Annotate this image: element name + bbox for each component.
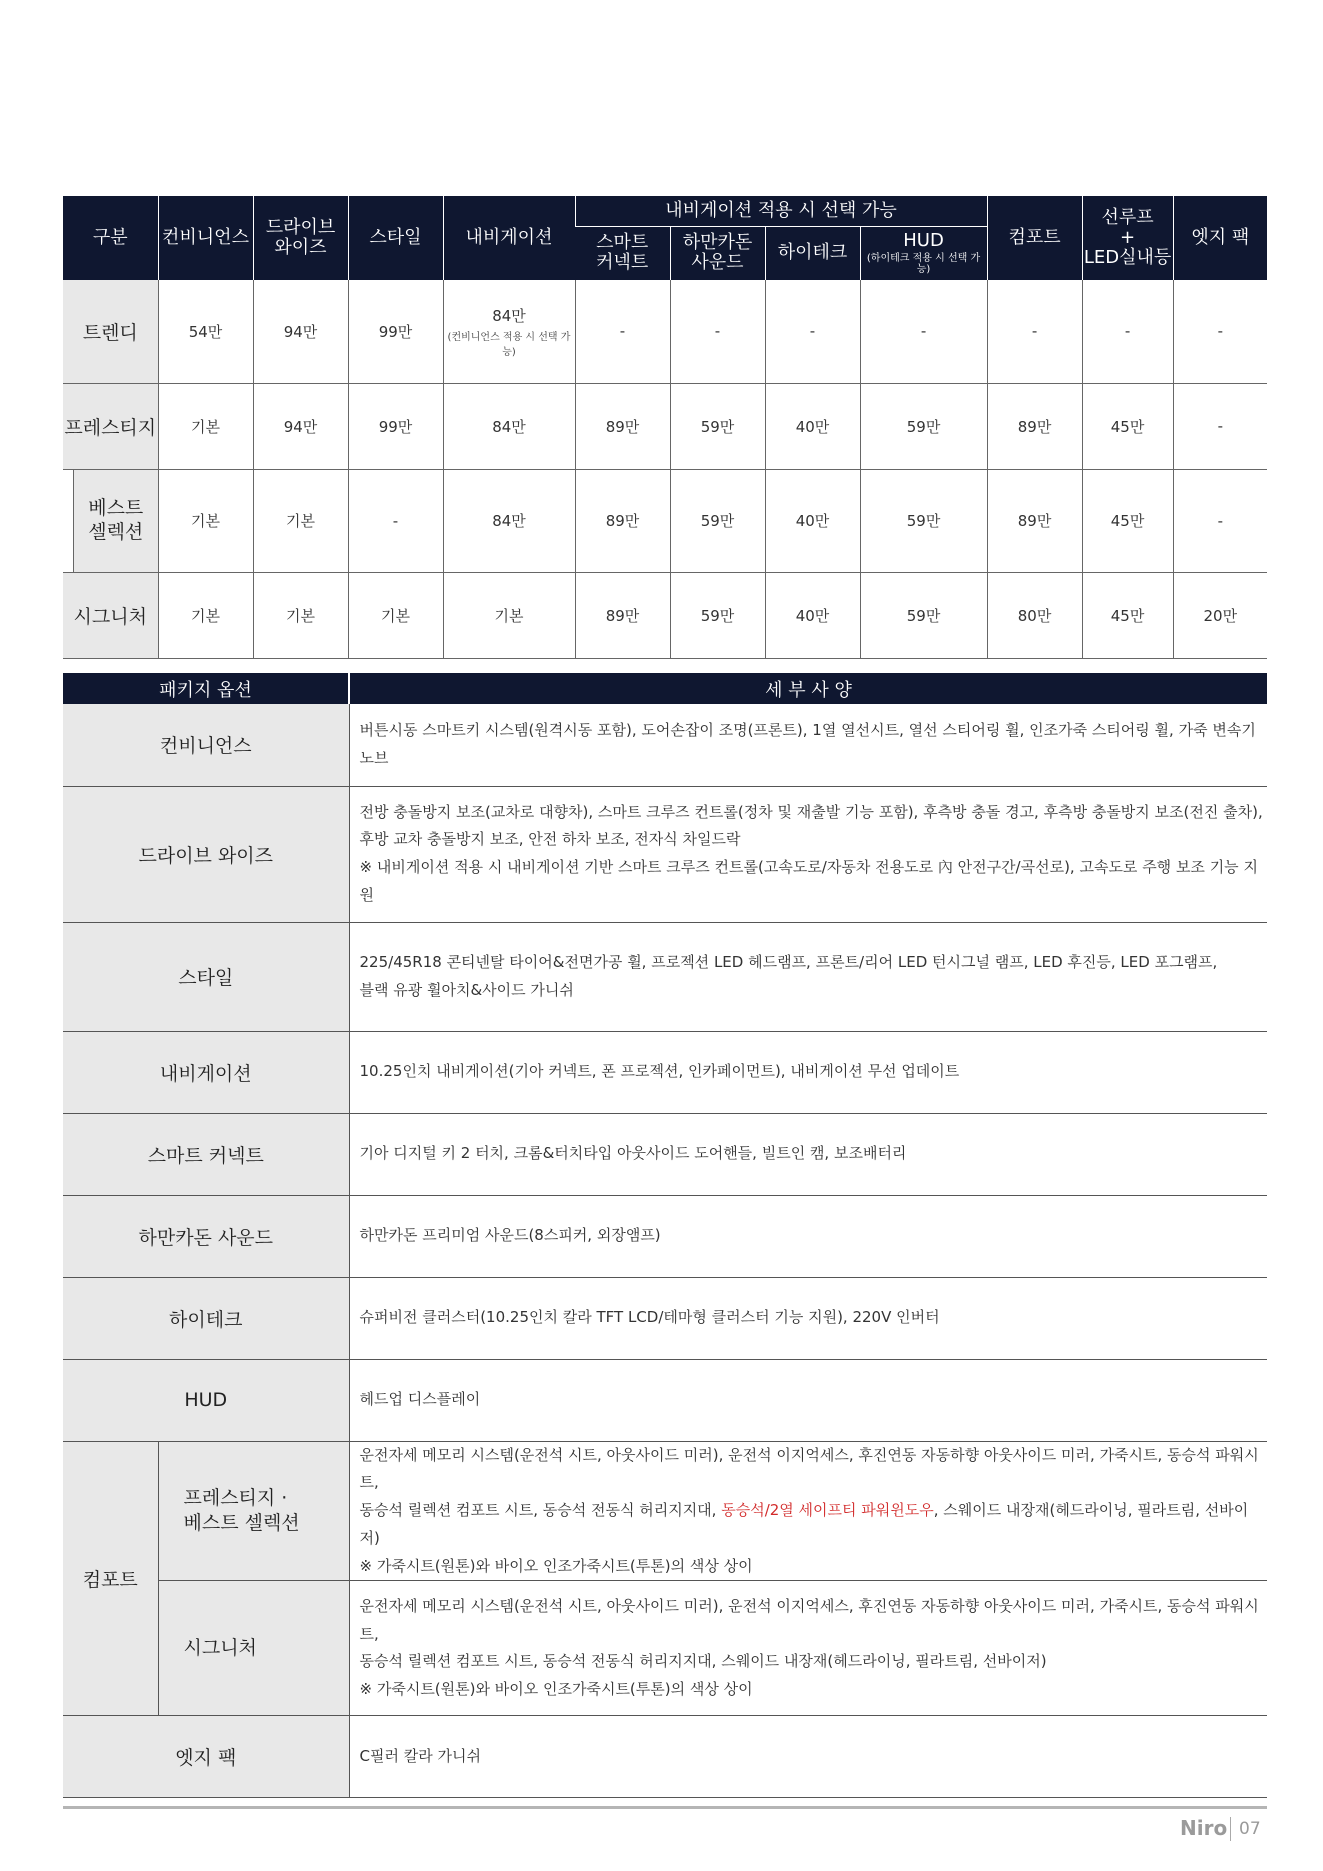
option-row-hitech [63,1277,1267,1359]
option-name: 내비게이션 [63,1031,349,1113]
desc-line [360,1497,1268,1553]
option-row-style [63,922,1267,1031]
option-row-drive-wise [63,786,1267,922]
price-cell: - [765,280,860,383]
header-hud-note: (하이테크 적용 시 선택 가능) [866,253,981,276]
option-name: 스타일 [63,922,349,1031]
footer-divider [1230,1817,1231,1841]
price-cell: 45만 [1082,383,1173,469]
price-cell [443,280,575,383]
option-desc [349,1113,1267,1195]
header-sunroof: 선루프 + LED실내등 [1082,196,1173,280]
header-category: 구분 [63,196,158,280]
option-desc [349,922,1267,1031]
price-cell: 기본 [253,572,348,658]
header-convenience: 컨비니언스 [158,196,253,280]
price-cell: 기본 [348,572,443,658]
footer-brand: Niro [1180,1816,1228,1840]
price-cell: - [1173,383,1267,469]
option-name: 컨비니언스 [63,704,349,786]
option-name-comfort: 컴포트 [63,1441,158,1716]
price-cell: 94만 [253,383,348,469]
price-cell: 54만 [158,280,253,383]
page-number: 07 [1239,1819,1261,1839]
price-cell: 80만 [987,572,1082,658]
trim-label-cell [63,469,158,572]
option-price-table [63,196,1267,659]
price-cell: 40만 [765,572,860,658]
desc-line: 225/45R18 콘티넨탈 타이어&전면가공 휠, 프로젝션 LED 헤드램프, 프론트/리어 LED 턴시그널 램프, LED 후진등, LED 포그램프, [359,952,1218,971]
header-comfort: 컴포트 [987,196,1082,280]
price-cell: 89만 [987,469,1082,572]
price-cell: 89만 [575,572,670,658]
desc-line: ※ 가죽시트(원톤)와 바이오 인조가죽시트(투톤)의 색상 상이 [359,1556,753,1575]
option-name: 엣지 팩 [63,1716,349,1798]
option-desc [349,1441,1267,1581]
option-row-edge-pack [63,1716,1267,1798]
option-desc [349,786,1267,922]
option-name: 하만카돈 사운드 [63,1195,349,1277]
desc-line: 하만카돈 프리미엄 사운드(8스피커, 외장앰프) [359,1226,661,1245]
option-subname: 프레스티지 · 베스트 셀렉션 [158,1441,349,1581]
option-row-navigation [63,1031,1267,1113]
price-cell: 기본 [253,469,348,572]
header-edge-pack: 엣지 팩 [1173,196,1267,280]
price-cell: 45만 [1082,572,1173,658]
trim-label: 시그니처 [63,572,158,658]
price-cell: 84만 [443,383,575,469]
price-note: (컨비니언스 적용 시 선택 가능) [447,331,571,358]
trim-label: 트렌디 [63,280,158,383]
price-cell: 45만 [1082,469,1173,572]
desc-line: 동승석 릴렉션 컴포트 시트, 동승석 전동식 허리지지대, 스웨이드 내장재(헤드라이닝, 필라트림, 선바이저) [359,1652,1047,1671]
price-cell: 59만 [670,383,765,469]
header-detail-spec: 세 부 사 양 [349,673,1267,704]
header-hud [860,226,987,280]
price-cell: 기본 [158,383,253,469]
price-cell: 94만 [253,280,348,383]
price-cell: 59만 [860,572,987,658]
price-cell: 99만 [348,280,443,383]
price-cell: 59만 [670,469,765,572]
desc-line: 운전자세 메모리 시스템(운전석 시트, 아웃사이드 미러), 운전석 이지억세스, 후진연동 자동하향 아웃사이드 미러, 가죽시트, 동승석 파워시트, [359,1445,1259,1492]
trim-label: 베스트 셀렉션 [73,470,158,572]
price-cell: 기본 [158,469,253,572]
desc-line: ※ 내비게이션 적용 시 내비게이션 기반 스마트 크루즈 컨트롤(고속도로/자동차 전용도로 內 안전구간/곡선로), 고속도로 주행 보조 기능 지원 [359,858,1258,904]
desc-line: 블랙 유광 휠아치&사이드 가니쉬 [359,980,574,999]
price-cell: - [987,280,1082,383]
option-name: 드라이브 와이즈 [63,786,349,922]
price-cell: 40만 [765,383,860,469]
option-desc [349,1195,1267,1277]
price-cell: 59만 [860,383,987,469]
price-cell: 59만 [860,469,987,572]
desc-text: , 스웨이드 내장재(헤드라이닝, 필라트림, 선바이저) [359,1501,1249,1547]
price-cell: 20만 [1173,572,1267,658]
desc-line: 10.25인치 내비게이션(기아 커넥트, 폰 프로젝션, 인카페이먼트), 내비게이션 무선 업데이트 [359,1062,960,1081]
option-name: 하이테크 [63,1277,349,1359]
option-subname: 시그니처 [158,1581,349,1716]
trim-label: 프레스티지 [63,383,158,469]
price-cell: 기본 [443,572,575,658]
desc-line: 운전자세 메모리 시스템(운전석 시트, 아웃사이드 미러), 운전석 이지억세스, 후진연동 자동하향 아웃사이드 미러, 가죽시트, 동승석 파워시트, [359,1596,1259,1643]
option-row-convenience [63,704,1267,786]
table-row [63,469,1267,572]
desc-line: 슈퍼비전 클러스터(10.25인치 칼라 TFT LCD/테마형 클러스터 기능 지원), 220V 인버터 [359,1308,940,1327]
desc-text: 동승석 릴렉션 컴포트 시트, 동승석 전동식 허리지지대, [359,1501,722,1519]
option-desc [349,1359,1267,1441]
option-desc [349,1277,1267,1359]
header-nav-group: 내비게이션 적용 시 선택 가능 [575,196,987,226]
header-smart-connect: 스마트 커넥트 [575,226,670,280]
option-desc [349,1716,1267,1798]
desc-line: 헤드업 디스플레이 [359,1390,481,1409]
header-hud-label: HUD [903,230,944,252]
option-row-smart-connect [63,1113,1267,1195]
table-row [63,280,1267,383]
header-hitech: 하이테크 [765,226,860,280]
price-cell: - [1173,280,1267,383]
option-name: 스마트 커넥트 [63,1113,349,1195]
price-cell: - [860,280,987,383]
option-desc [349,1581,1267,1716]
desc-highlight: 동승석/2열 세이프티 파워윈도우 [721,1501,934,1519]
footer-rule [63,1806,1267,1809]
price-cell: - [670,280,765,383]
option-detail-table [63,673,1267,1798]
price-cell: - [575,280,670,383]
table-row [63,572,1267,658]
price-cell: 84만 [443,469,575,572]
desc-line: 버튼시동 스마트키 시스템(원격시동 포함), 도어손잡이 조명(프론트), 1열 열선시트, 열선 스티어링 휠, 인조가죽 스티어링 휠, 가죽 변속기 노브 [359,721,1256,767]
price-cell: 89만 [575,469,670,572]
header-navigation: 내비게이션 [443,196,575,280]
header-package-option: 패키지 옵션 [63,673,349,704]
price-cell: - [348,469,443,572]
price-cell: 99만 [348,383,443,469]
price-cell: - [1173,469,1267,572]
price-cell: 기본 [158,572,253,658]
option-desc [349,1031,1267,1113]
option-name: HUD [63,1359,349,1441]
header-style: 스타일 [348,196,443,280]
price-cell: 40만 [765,469,860,572]
header-drive-wise: 드라이브 와이즈 [253,196,348,280]
option-row-hud [63,1359,1267,1441]
desc-line: C필러 칼라 가니쉬 [359,1746,481,1765]
price-cell: 89만 [575,383,670,469]
header-harman: 하만카돈 사운드 [670,226,765,280]
desc-line: ※ 가죽시트(원톤)와 바이오 인조가죽시트(투톤)의 색상 상이 [359,1680,753,1698]
price-cell: 59만 [670,572,765,658]
option-desc [349,704,1267,786]
desc-line: 기아 디지털 키 2 터치, 크롬&터치타입 아웃사이드 도어핸들, 빌트인 캠, 보조배터리 [359,1144,907,1163]
price-cell: 89만 [987,383,1082,469]
price-cell: - [1082,280,1173,383]
desc-line: 후방 교차 충돌방지 보조, 안전 하차 보조, 전자식 차일드락 [359,830,741,849]
price-value: 84만 [492,306,526,325]
option-row-comfort-signature [63,1581,1267,1716]
table-row [63,383,1267,469]
option-row-comfort-prestige [63,1441,1267,1581]
option-row-harman [63,1195,1267,1277]
desc-line: 전방 충돌방지 보조(교차로 대향차), 스마트 크루즈 컨트롤(정차 및 재출발 기능 포함), 후측방 충돌 경고, 후측방 충돌방지 보조(전진 출차), [359,802,1263,821]
